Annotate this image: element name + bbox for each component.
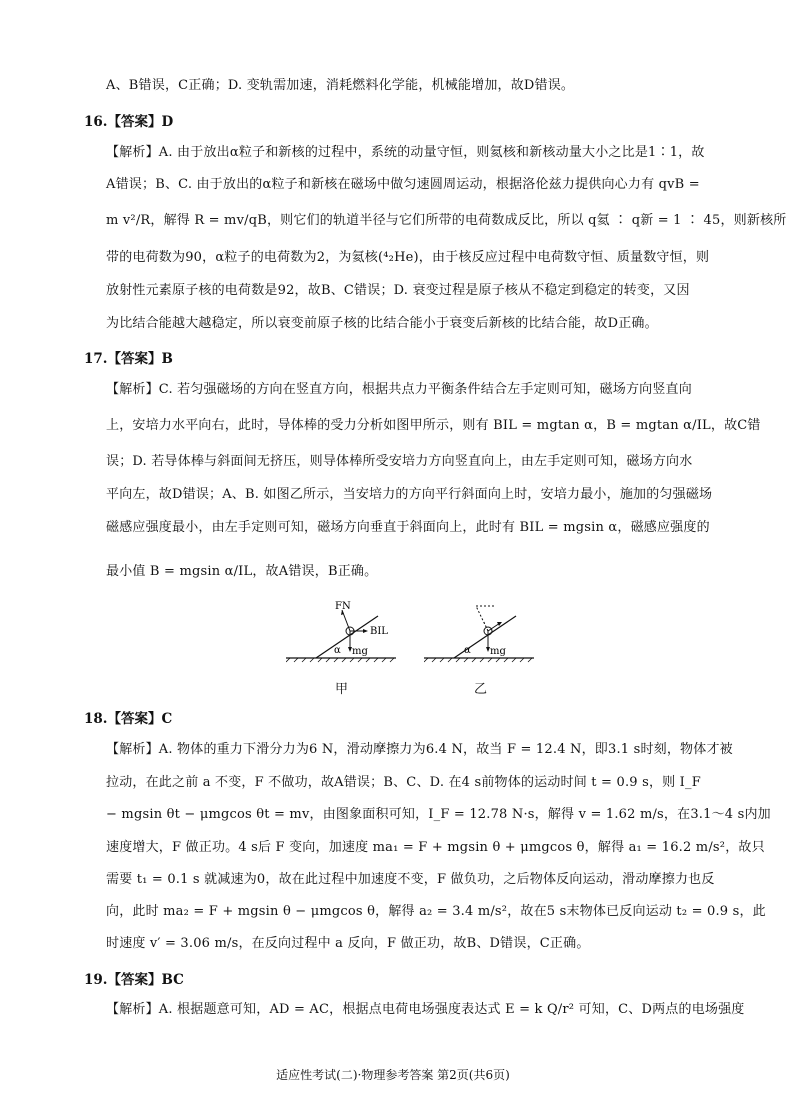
text-line: 时速度 v′ = 3.06 m/s，在反向过程中 a 反向，F 做正功，故B、D错误，C正确。 (106, 936, 590, 951)
text-line: 【解析】A. 根据题意可知，AD = AC，根据点电荷电场强度表达式 E = k Q/r² 可知，C、D两点的电场强度 (106, 1002, 745, 1017)
text-line: 需要 t₁ = 0.1 s 就减速为0，故在此过程中加速度不变，F 做负功，之后物体反向运动，滑动摩擦力也反 (106, 872, 715, 887)
text-line: 速度增大，F 做正功。4 s后 F 变向，加速度 ma₁ = F + mgsin θ + μmgcos θ，解得 a₁ = 16.2 m/s²，故只 (106, 840, 765, 855)
ampere-force-label: BIL (370, 626, 388, 637)
figure-yi (424, 598, 534, 668)
text-line: A、B错误，C正确；D. 变轨需加速，消耗燃料化学能，机械能增加，故D错误。 (106, 78, 575, 93)
alpha-label: α (464, 645, 471, 656)
text-line: 上，安培力水平向右，此时，导体棒的受力分析如图甲所示，则有 BIL = mgtan α，B = mgtan α/IL，故C错 (106, 418, 761, 433)
question-17-answer: 17.【答案】B (84, 351, 173, 367)
gravity-label: mg (490, 646, 506, 657)
figure-jia (286, 598, 396, 668)
question-16-answer: 16.【答案】D (84, 114, 174, 130)
text-line: 磁感应强度最小，由左手定则可知，磁场方向垂直于斜面向上，此时有 BIL = mgsin α，磁感应强度的 (106, 520, 710, 535)
figure-caption-jia: 甲 (335, 682, 349, 697)
figure-caption-yi: 乙 (474, 682, 488, 697)
text-line: − mgsin θt − μmgcos θt = mv，由图象面积可知，I_F = 12.78 N·s，解得 v = 1.62 m/s，在3.1～4 s内加 (106, 807, 771, 822)
question-18-answer: 18.【答案】C (84, 711, 173, 727)
text-line: 为比结合能越大越稳定，所以衰变前原子核的比结合能小于衰变后新核的比结合能，故D正确。 (106, 316, 658, 331)
text-line: 【解析】A. 物体的重力下滑分力为6 N，滑动摩擦力为6.4 N，故当 F = 12.4 N，即3.1 s时刻，物体才被 (106, 742, 733, 757)
alpha-label: α (334, 645, 341, 656)
gravity-label: mg (352, 646, 368, 657)
text-line: 向，此时 ma₂ = F + mgsin θ − μmgcos θ，解得 a₂ = 3.4 m/s²，故在5 s末物体已反向运动 t₂ = 0.9 s，此 (106, 904, 766, 919)
question-19-answer: 19.【答案】BC (84, 972, 184, 988)
normal-force-label: FN (335, 601, 351, 612)
text-line: m v²/R，解得 R = mv/qB，则它们的轨道半径与它们所带的电荷数成反比，所以 q氦 ∶ q新 = 1 ∶ 45，则新核所 (106, 213, 786, 228)
text-line: 放射性元素原子核的电荷数是92，故B、C错误；D. 衰变过程是原子核从不稳定到稳定的转变，又因 (106, 283, 690, 298)
text-line: 拉动，在此之前 a 不变，F 不做功，故A错误；B、C、D. 在4 s前物体的运动时间 t = 0.9 s，则 I_F (106, 775, 701, 790)
text-line: 带的电荷数为90，α粒子的电荷数为2，为氦核(⁴₂He)，由于核反应过程中电荷数守恒、质量数守恒，则 (106, 250, 710, 265)
text-line: 误；D. 若导体棒与斜面间无挤压，则导体棒所受安培力方向竖直向上，由左手定则可知，磁场方向水 (106, 454, 693, 469)
text-line: 平向左，故D错误；A、B. 如图乙所示，当安培力的方向平行斜面向上时，安培力最小，施加的匀强磁场 (106, 487, 713, 502)
text-line: A错误；B、C. 由于放出的α粒子和新核在磁场中做匀速圆周运动，根据洛伦兹力提供向心力有 qvB = (106, 177, 700, 192)
page-footer: 适应性考试(二)·物理参考答案 第2页(共6页) (276, 1068, 510, 1082)
text-line: 【解析】C. 若匀强磁场的方向在竖直方向，根据共点力平衡条件结合左手定则可知，磁场方向竖直向 (106, 382, 692, 397)
text-line: 最小值 B = mgsin α/IL，故A错误，B正确。 (106, 564, 378, 579)
text-line: 【解析】A. 由于放出α粒子和新核的过程中，系统的动量守恒，则氦核和新核动量大小之比是1∶1，故 (106, 145, 705, 160)
